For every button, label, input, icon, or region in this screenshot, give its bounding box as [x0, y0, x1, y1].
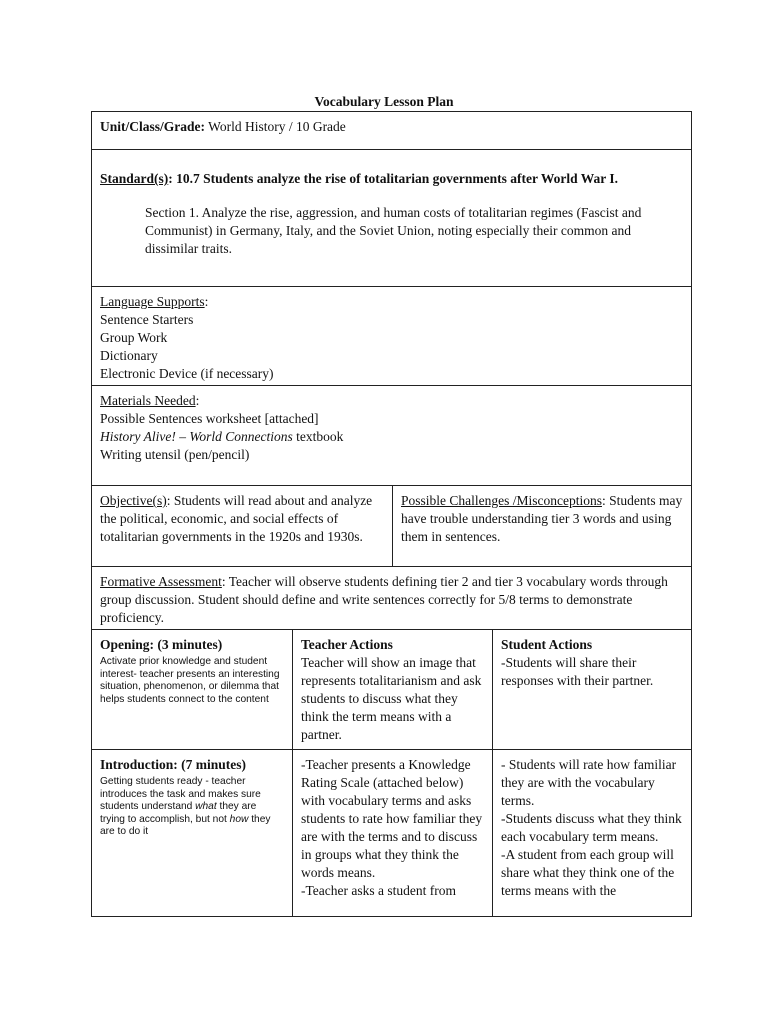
unit-class-grade-box — [91, 111, 692, 150]
opening-cell — [91, 629, 293, 750]
standard-line — [100, 170, 683, 188]
student-actions-heading: Student Actions — [501, 637, 593, 652]
challenges-cell — [392, 485, 692, 567]
language-support-item: Dictionary — [100, 348, 158, 363]
teacher-actions-heading: Teacher Actions — [301, 637, 393, 652]
language-support-item: Electronic Device (if necessary) — [100, 366, 274, 381]
introduction-cell — [91, 749, 293, 917]
standard-value: : 10.7 Students analyze the rise of totalitarian governments after World War I. — [168, 171, 618, 186]
introduction-description — [100, 776, 284, 839]
unit-label: Unit/Class/Grade: — [100, 119, 206, 134]
materials-colon: : — [195, 393, 200, 408]
textbook-suffix: textbook — [292, 429, 344, 444]
language-supports-label: Language Supports — [100, 294, 205, 309]
objectives-row — [91, 485, 692, 567]
intro-teacher-action: -Teacher presents a Knowledge Rating Scale (attached below) with vocabulary terms and asks students to rate how familiar they are with the terms and to discuss in groups what they think the words means. — [301, 757, 483, 880]
formative-label: Formative Assessment — [100, 574, 222, 589]
textbook-title: History Alive! – World Connections — [100, 429, 293, 444]
challenges-text: : Students may have trouble understanding tier 3 words and using them in sentences. — [401, 493, 683, 544]
introduction-student-cell — [492, 749, 692, 917]
introduction-title: Introduction: (7 minutes) — [100, 757, 247, 772]
objectives-text: : Students will read about and analyze the political, economic, and social effects of totalitarian governments in the 1920s and 1930s. — [100, 493, 373, 544]
intro-desc-part: they are trying to accomplish, but not — [100, 801, 257, 825]
intro-desc-how: how — [229, 813, 249, 825]
opening-student-text: -Students will share their responses with their partner. — [501, 655, 654, 688]
intro-desc-part: they are to do it — [100, 813, 271, 838]
intro-teacher-action: -Teacher asks a student from — [301, 883, 456, 898]
challenges-label: Possible Challenges /Misconceptions — [401, 493, 602, 508]
intro-desc-part: Getting students ready - teacher introduces the task and makes sure students understand — [100, 776, 261, 813]
formative-assessment-box — [91, 566, 692, 630]
language-supports-box — [91, 286, 692, 386]
language-supports-colon: : — [204, 294, 209, 309]
standard-section-text: Section 1. Analyze the rise, aggression, and human costs of totalitarian regimes (Fascist and Communist) in Germany, Italy, and the Soviet Union, noting especially their common and dissimilar traits. — [145, 205, 642, 256]
language-support-item: Group Work — [100, 330, 168, 345]
objectives-label: Objective(s) — [100, 493, 167, 508]
objectives-cell — [91, 485, 393, 567]
intro-student-action: -Students discuss what they think each vocabulary term means. — [501, 811, 682, 844]
standard-section — [100, 204, 683, 258]
opening-teacher-cell — [292, 629, 493, 750]
opening-row — [91, 629, 692, 750]
opening-student-cell — [492, 629, 692, 750]
intro-desc-what: what — [195, 801, 217, 813]
standards-box — [91, 149, 692, 287]
materials-box — [91, 385, 692, 486]
formative-text: : Teacher will observe students defining tier 2 and tier 3 vocabulary words through group discussion. Student should define and write sentences correctly for 5/8 terms to demonstrate proficiency. — [100, 574, 668, 625]
intro-student-action: -A student from each group will share what they think one of the terms means with the — [501, 847, 675, 898]
opening-teacher-text: Teacher will show an image that represents totalitarianism and ask students to discuss what they think the term means with a partner. — [301, 655, 482, 742]
intro-student-action: - Students will rate how familiar they are with the vocabulary terms. — [501, 757, 677, 808]
document-title: Vocabulary Lesson Plan — [314, 94, 454, 109]
opening-title: Opening: (3 minutes) — [100, 637, 223, 652]
materials-label: Materials Needed — [100, 393, 196, 408]
materials-item-utensil: Writing utensil (pen/pencil) — [100, 447, 250, 462]
opening-description: Activate prior knowledge and student interest- teacher presents an interesting situation, phenomenon, or dilemma that helps students connect to the content — [100, 656, 280, 705]
materials-item-worksheet: Possible Sentences worksheet [attached] — [100, 411, 319, 426]
introduction-row — [91, 749, 692, 917]
introduction-teacher-cell — [292, 749, 493, 917]
unit-value: World History / 10 Grade — [208, 119, 346, 134]
materials-item-textbook — [100, 428, 683, 446]
standard-label: Standard(s) — [100, 171, 169, 186]
language-support-item: Sentence Starters — [100, 312, 194, 327]
